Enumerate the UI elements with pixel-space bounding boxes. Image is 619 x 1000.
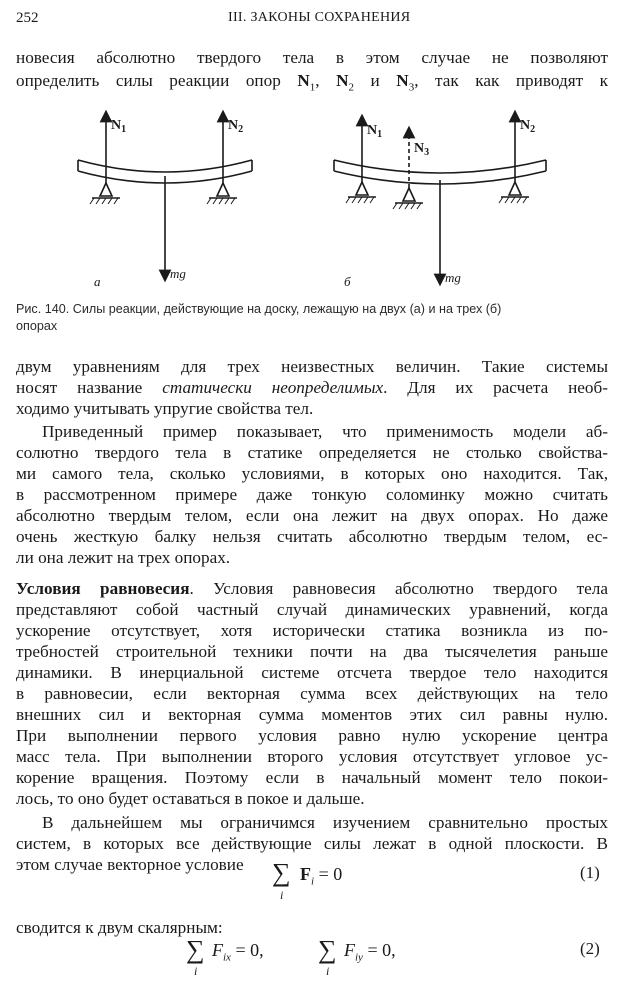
section-heading: Условия равновесия bbox=[16, 579, 190, 598]
p3-line-4: требностей строительной техники почти на два тысячелетия раньше bbox=[16, 642, 608, 661]
p3-line-9: масс тела. При выполнении второго условия отсутствует угловое ус- bbox=[16, 747, 608, 766]
label-n3-b: $N_3$ bbox=[414, 141, 430, 158]
p4-line-3: этом случае векторное условие bbox=[16, 855, 244, 874]
figure-140 bbox=[0, 96, 619, 296]
p2-line-6: очень жесткую балку нельзя считать абсолютно твердым телом, ес- bbox=[16, 527, 608, 546]
support-a-right bbox=[207, 183, 237, 204]
p2-line-1: Приведенный пример показывает, что применимость модели аб- bbox=[42, 422, 608, 441]
equation-2-number: (2) bbox=[580, 939, 600, 958]
figure-caption-line-2: опорах bbox=[16, 319, 58, 333]
equation-1-number: (1) bbox=[580, 863, 600, 882]
page-number: 252 bbox=[16, 10, 39, 26]
label-n2-a: $N_2$ bbox=[228, 118, 244, 135]
p4-line-2: систем, в которых все действующие силы лежат в одной плоскости. В bbox=[16, 834, 608, 853]
p4-line-1: В дальнейшем мы ограничимся изучением сравнительно простых bbox=[42, 813, 608, 832]
support-b-middle bbox=[393, 188, 423, 209]
p3-line-1: Условия равновесия. Условия равновесия абсолютно твердого тела bbox=[16, 579, 608, 598]
label-n2-b: $N_2$ bbox=[520, 118, 536, 135]
panel-label-a: а bbox=[94, 274, 101, 289]
p1-line-3: ходимо учитывать упругие свойства тел. bbox=[16, 399, 314, 418]
p2-line-3: ми самого тела, сколько условиями, в которых оно находится. Так, bbox=[16, 464, 608, 483]
p3-line-5: динамики. В инерциальной системе отсчета твердое тело находится bbox=[16, 663, 608, 682]
p3-line-8: При выполнении первого условия равно нулю ускорение центра bbox=[16, 726, 608, 745]
intro-line-2: определить силы реакции опор $N_1$, $N_2$ и $N_3$, так как приводят к bbox=[16, 71, 608, 94]
p3-line-7: внешних сил и векторная сумма моментов этих сил равны нулю. bbox=[16, 705, 608, 724]
support-b-right bbox=[499, 182, 529, 203]
p3-line-10: корение вращения. Поэтому если в начальный момент тело покои- bbox=[16, 768, 608, 787]
figure-caption-line-1: Рис. 140. Силы реакции, действующие на доску, лежащую на двух (а) и на трех (б) bbox=[16, 302, 502, 316]
p5-line-1: сводится к двум скалярным: bbox=[16, 918, 223, 937]
p1-line-1: двум уравнениям для трех неизвестных величин. Такие системы bbox=[16, 357, 608, 376]
p1-line-2: носят название статически неопределимых. Для их расчета необ- bbox=[16, 378, 608, 397]
label-n1-a: $N_1$ bbox=[111, 118, 127, 135]
p2-line-7: ли она лежит на трех опорах. bbox=[16, 548, 231, 567]
p3-line-2: представляют собой частный случай динамических уравнений, когда bbox=[16, 600, 608, 619]
p2-line-4: в рассмотренном примере даже тонкую соломинку можно считать bbox=[16, 485, 608, 504]
running-head: III. ЗАКОНЫ СОХРАНЕНИЯ bbox=[228, 10, 411, 25]
p3-line-11: лось, то оно будет оставаться в покое и дальше. bbox=[16, 789, 365, 808]
book-page: 252 III. ЗАКОНЫ СОХРАНЕНИЯ новесия абсолютно твердого тела в этом случае не позволяют определить силы реакции опор $N_1$, $N_2$ и $N_3$, так как приводят к $N_1$ $N_2$ mg а $N_1$ $N_3$ $N_2$ mg б Рис. 140. Силы реакции, действующие на доску, лежащую на двух (а) и на трех (б) опорах двум уравнениям для трех неизвестных величин. Такие системы носят название статически неопределимых. Для их расчета необ- ходимо учитывать упругие свойства тел. Приведенный пример показывает, что применимость модели аб- солютно твердого тела в статике определяется не столько свойства- ми самого тела, сколько условиями, в которых оно находится. Так, в рассмотренном примере даже тонкую соломинку можно считать абсолютно твердым телом, если она лежит на двух опорах. Но даже очень жесткую балку нельзя считать абсолютно твердым телом, ес- ли она лежит на трех опорах. Условия равновесия. Условия равновесия абсолютно твердого тела представляют собой частный случай динамических уравнений, когда ускорение отсутствует, хотя исторически статика возникла из по- требностей строительной техники почти на два тысячелетия раньше динамики. В инерциальной системе отсчета твердое тело находится в равновесии, если векторная сумма всех действующих на тело внешних сил и векторная сумма моментов этих сил равны нулю. При выполнении первого условия равно нулю ускорение центра масс тела. При выполнении второго условия отсутствует угловое ус- корение вращения. Поэтому если в начальный момент тело покои- лось, то оно будет оставаться в покое и дальше. В дальнейшем мы ограничимся изучением сравнительно простых систем, в которых все действующие силы лежат в одной плоскости. В этом случае векторное условие ∑ i $F_i = 0$ (1) сводится к двум скалярным: ∑ i $F_{ix} = 0$, ∑ i $F_{iy} = 0$, (2) bbox=[0, 0, 619, 1000]
intro-line-1: новесия абсолютно твердого тела в этом случае не позволяют bbox=[16, 48, 608, 67]
support-b-left bbox=[346, 182, 376, 203]
panel-label-b: б bbox=[344, 274, 351, 289]
p2-line-5: абсолютно твердым телом, если она лежит на двух опорах. Но даже bbox=[16, 506, 608, 525]
p3-line-3: ускорение отсутствует, хотя исторически статика возникла из по- bbox=[16, 621, 608, 640]
label-mg-a: mg bbox=[170, 266, 186, 281]
p2-line-2: солютно твердого тела в статике определяется не столько свойства- bbox=[16, 443, 608, 462]
support-a-left bbox=[90, 183, 120, 204]
label-mg-b: mg bbox=[445, 270, 461, 285]
p3-line-6: в равновесии, если векторная сумма всех действующих на тело bbox=[16, 684, 608, 703]
label-n1-b: $N_1$ bbox=[367, 123, 383, 140]
